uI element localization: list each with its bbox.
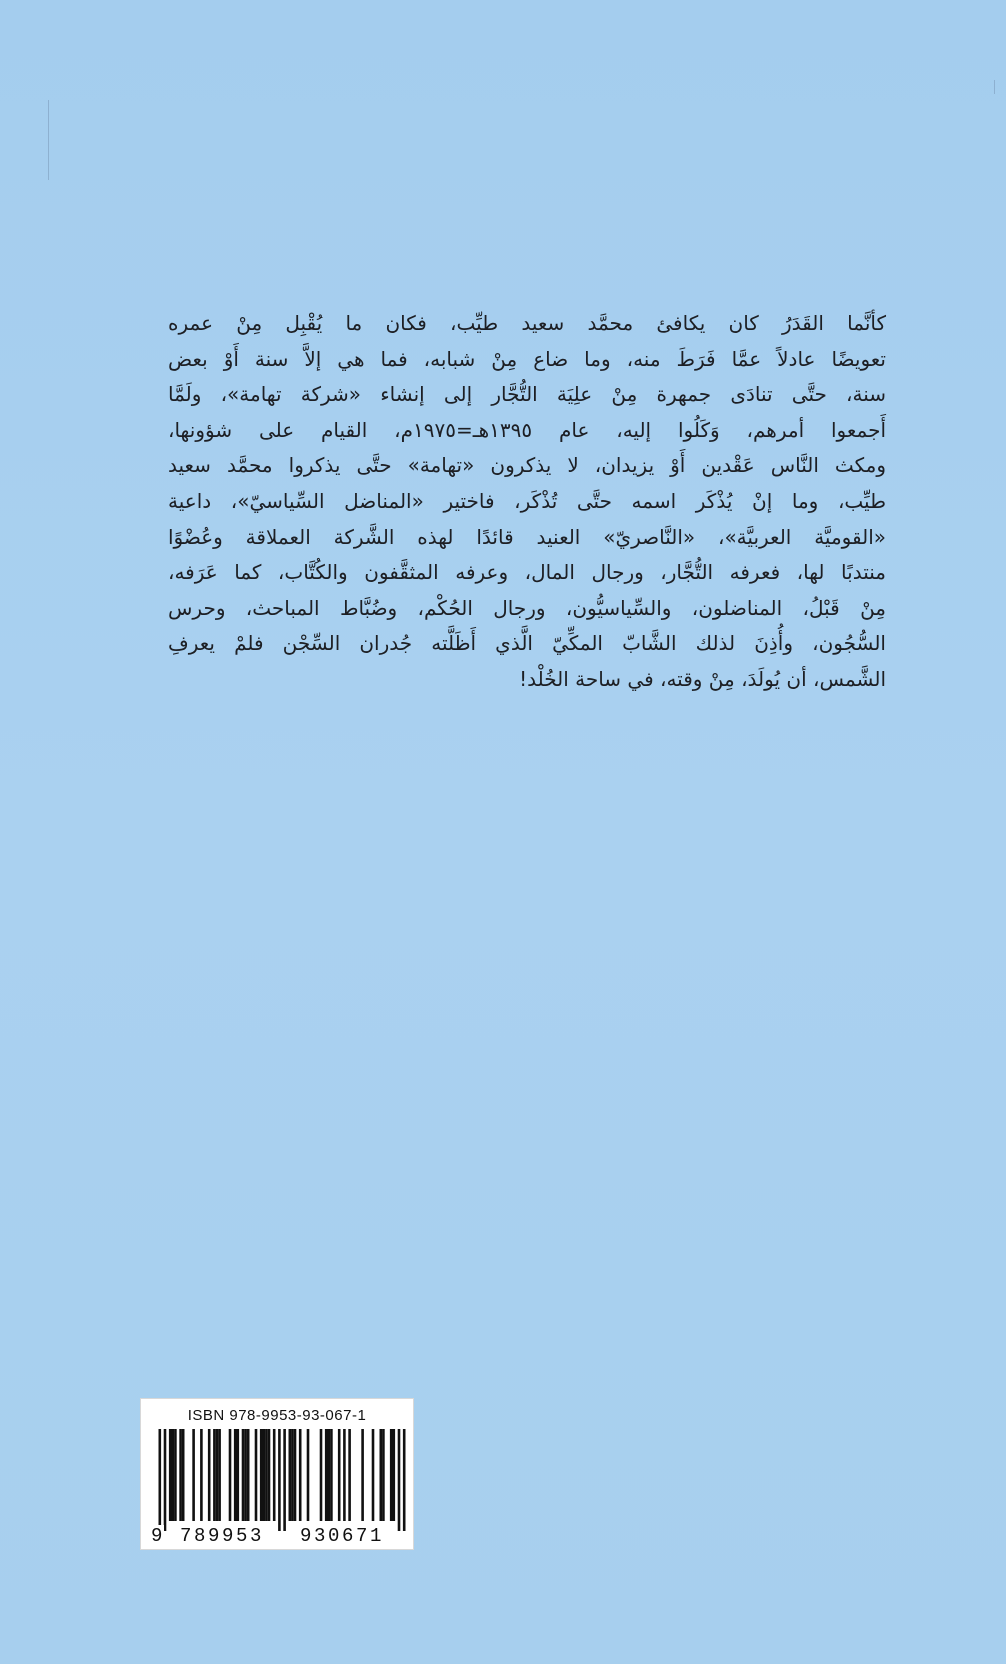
barcode-digits-right: 930671 <box>297 1525 387 1547</box>
barcode-bar <box>338 1429 341 1521</box>
barcode-bar <box>255 1429 258 1521</box>
blurb-line: تعويضًا عادلاً عمَّا فَرَطَ منه، وما ضاع مِنْ شبابه، فما هي إلاَّ سنة أَوْ بعض <box>168 346 886 371</box>
isbn-barcode <box>140 1398 414 1550</box>
barcode-bar <box>244 1429 247 1521</box>
barcode-bar <box>174 1429 177 1521</box>
barcode-bar <box>348 1429 351 1521</box>
blurb-line: الشَّمس، أن يُولَدَ، مِنْ وقته، في ساحة الخُلْد! <box>519 666 886 691</box>
barcode-guard-bar <box>403 1429 406 1531</box>
barcode-bar <box>390 1429 393 1521</box>
barcode-bar <box>299 1429 302 1521</box>
barcode-bar <box>213 1429 216 1521</box>
barcode-bar <box>291 1429 294 1521</box>
blurb-line: كأنَّما القَدَرُ كان يكافئ محمَّد سعيد طيِّب، فكان ما يُقْبِل مِنْ عمره <box>168 311 886 335</box>
barcode-bar <box>169 1429 172 1521</box>
barcode-guard-bar <box>278 1429 281 1531</box>
barcode-bar <box>229 1429 232 1521</box>
print-mark-top <box>48 100 49 180</box>
blurb-line: مِنْ قَبْلُ، المناضلون، والسِّياسيُّون، ورجال الحُكْم، وضُبَّاط المباحث، وحرس <box>168 595 886 620</box>
barcode-bar <box>263 1429 266 1521</box>
blurb-line: «القوميَّة العربيَّة»، «النَّاصريّ» العنيد قائدًا لهذه الشَّركة العملاقة وعُضْوًا <box>168 524 886 549</box>
blurb-line: سنة، حتَّى تنادَى جمهرة مِنْ علِيَة التُّجَّار إلى إنشاء «شركة تهامة»، ولَمَّا <box>168 382 886 407</box>
isbn-number: ISBN 978-9953-93-067-1 <box>187 1407 367 1424</box>
barcode-bar <box>242 1429 245 1521</box>
barcode-bar <box>330 1429 333 1521</box>
barcode-bar <box>361 1429 364 1521</box>
barcode-bar <box>208 1429 211 1521</box>
barcode-bar <box>343 1429 346 1521</box>
barcode-bar <box>380 1429 383 1521</box>
barcode-bar <box>260 1429 263 1521</box>
barcode-bar <box>325 1429 328 1521</box>
barcode-digits <box>147 1525 409 1549</box>
barcode-bar <box>234 1429 237 1521</box>
barcode-bar <box>237 1429 240 1521</box>
barcode-bar <box>265 1429 268 1521</box>
blurb-line: طيِّب، وما إنْ يُذْكَر اسمه حتَّى تُذْكَر، فاختير «المناضل السِّياسيّ»، داعية <box>168 488 886 513</box>
barcode-bar <box>273 1429 276 1521</box>
blurb-line: السُّجُون، وأُذِنَ لذلك الشَّابّ المكِّيّ الَّذي أَظَلَّته جُدران السِّجْن فلمْ يعرفِ <box>168 631 886 656</box>
barcode-bar <box>218 1429 221 1521</box>
barcode-bars <box>141 1429 415 1531</box>
barcode-bar <box>192 1429 195 1521</box>
barcode-bar <box>320 1429 323 1521</box>
blurb-text <box>168 306 886 698</box>
barcode-bar <box>294 1429 297 1521</box>
blurb-line: ومكث النَّاس عَقْدين أَوْ يزيدان، لا يذكرون «تهامة» حتَّى يذكروا محمَّد سعيد <box>168 453 886 478</box>
barcode-guard-bar <box>164 1429 167 1531</box>
barcode-guard-bar <box>398 1429 401 1531</box>
blurb-line: أَجمعوا أمرهم، وَكَلُوا إليه، عام ١٣٩٥هـ=١٩٧٥م، القيام على شؤونها، <box>168 417 886 442</box>
barcode-digit-lead: 9 <box>151 1525 163 1547</box>
barcode-bar <box>247 1429 250 1521</box>
blurb-line: منتدبًا لها، فعرفه التُّجَّار، ورجال المال، وعرفه المثقَّفون والكُتَّاب، كما عَرَفه، <box>168 560 886 585</box>
barcode-bar <box>393 1429 396 1521</box>
barcode-guard-bar <box>159 1429 162 1531</box>
barcode-bar <box>372 1429 375 1521</box>
barcode-bar <box>289 1429 292 1521</box>
barcode-bar <box>382 1429 385 1521</box>
barcode-bar <box>307 1429 310 1521</box>
barcode-bar <box>328 1429 331 1521</box>
barcode-bar <box>179 1429 182 1521</box>
print-mark-right <box>994 80 995 94</box>
barcode-digits-left: 789953 <box>177 1525 267 1547</box>
barcode-bar <box>182 1429 185 1521</box>
barcode-bar <box>268 1429 271 1521</box>
barcode-bar <box>172 1429 175 1521</box>
barcode-bar <box>200 1429 203 1521</box>
barcode-bar <box>216 1429 219 1521</box>
barcode-guard-bar <box>283 1429 286 1531</box>
